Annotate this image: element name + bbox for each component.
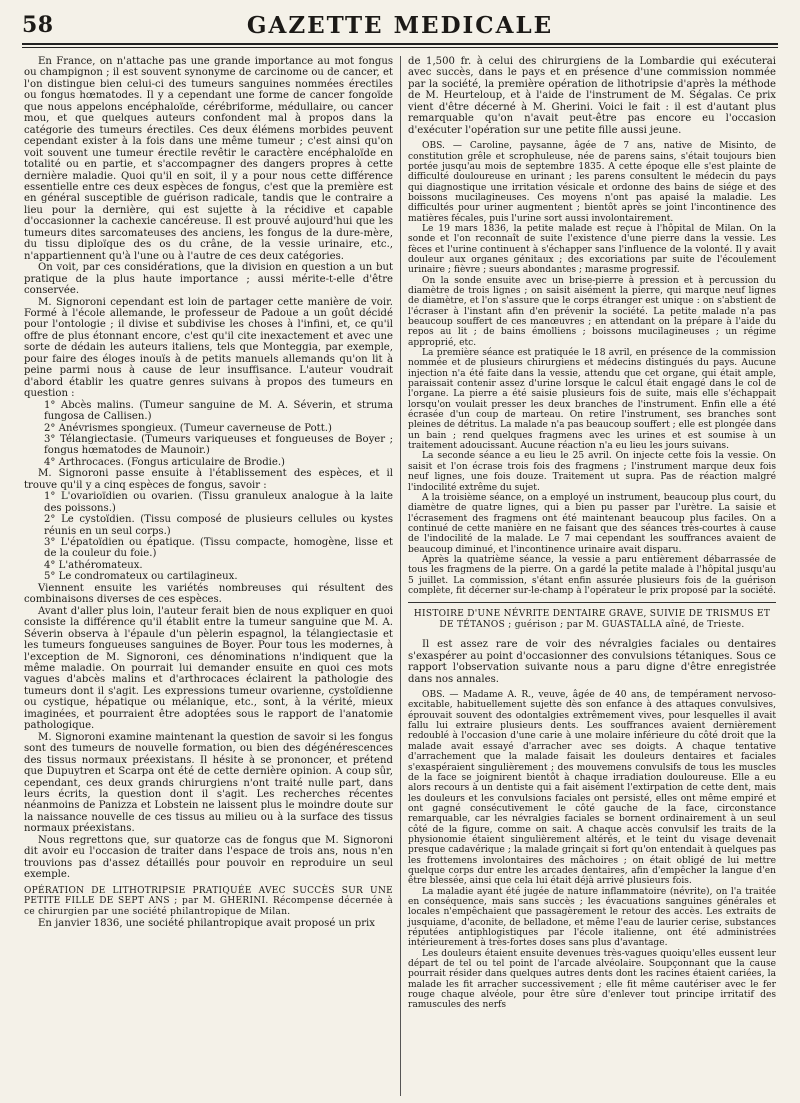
paragraph: A la troisième séance, on a employé un instrument, beaucoup plus court, du diamètre de quatre lignes, qui a bien pu passer par l'urètre. La saisie et l'écrasement des fragmens ont été maintenant beaucoup plus faciles. On a continué de cette manière en ne faisant que des séances très-courtes à cause de l'indocilité de la malade. Le 7 mai cependant les souffrances avaient de beaucoup diminué, et l'incontinence urinaire avait disparu. bbox=[408, 492, 776, 555]
paragraph: Il est assez rare de voir des névralgies faciales ou dentaires s'exaspérer au point d'occasionner des convulsions tétaniques. Sous ce rapport l'observation suivante nous a paru digne d'être enregistrée dans nos annales. bbox=[408, 639, 776, 685]
list-item: 1° Abcès malins. (Tumeur sanguine de M. A. Séverin, et struma fungosa de Callisen.) bbox=[44, 399, 393, 423]
section-heading: OPÉRATION DE LITHOTRIPSIE PRATIQUÉE AVEC SUCCÈS SUR UNE PETITE FILLE DE SEPT ANS ; par M. GHERINI. Récompense décernée à ce chirurgien par une société philantropique de Milan. bbox=[24, 885, 393, 918]
paragraph: En France, on n'attache pas une grande importance au mot fongus ou champignon ; il est souvent synonyme de carcinome ou de cancer, et l'on distingue bien celui-ci des tumeurs sanguines nommées érectiles ou fongus hœmatodes. Il y a cependant une forme de cancer fongoïde que nous appelons encéphaloïde, cérébriforme, médullaire, ou cancer mou, et que quelques auteurs confondent mal à propos dans la catégorie des tumeurs érectiles. Ces deux élémens morbides peuvent cependant exister à la fois dans une même tumeur ; c'est ainsi qu'on voit souvent une tumeur érectile revêtir le caractère encéphaloïde en totalité ou en partie, et s'accompagner des dangers propres à cette dernière maladie. Quoi qu'il en soit, il y a pour nous cette différence essentielle entre ces deux espèces de fongus, c'est que la première est en général susceptible de guérison radicale, tandis que le contraire a lieu pour la dernière, qui est sujette à la récidive et capable d'occasionner la cachexie cancéreuse. Il est prouvé aujourd'hui que les tumeurs dites sarcomateuses des anciens, les fongus de la dure-mère, du tissu diploïque des os du crâne, de la vessie urinaire, etc., n'appartiennent qu'à l'une ou à l'autre de ces deux catégories. bbox=[24, 56, 393, 262]
header-rule-thin bbox=[22, 47, 778, 48]
paragraph: Nous regrettons que, sur quatorze cas de fongus que M. Signoroni dit avoir eu l'occasion de traiter dans l'espace de trois ans, nous n'en trouvions pas d'assez détaillés pour pouvoir en reproduire un seul exemple. bbox=[24, 834, 393, 881]
paragraph: La première séance est pratiquée le 18 avril, en présence de la commission nommée et de plusieurs chirurgiens et médecins distingués du pays. Aucune injection n'a été faite dans la vessie, attendu que cet organe, qui était ample, paraissait contenir assez d'urine lorsque le calcul était engagé dans le col de l'organe. La pierre a été saisie plusieurs fois de suite, mais elle s'échappait lorsqu'on voulait presser les deux branches de l'instrument. Enfin elle a été écrasée d'un coup de marteau. On retire l'instrument, ses branches sont pleines de détritus. La malade n'a pas beaucoup souffert ; elle est plongée dans un bain ; rend quelques fragmens avec les urines et est soumise à un traitement adoucissant. Aucune réaction n'a eu lieu les jours suivans. bbox=[408, 348, 776, 452]
paragraph: En janvier 1836, une société philantropique avait proposé un prix bbox=[38, 918, 375, 930]
paragraph: Avant d'aller plus loin, l'auteur ferait bien de nous expliquer en quoi consiste la différence qu'il établit entre la tumeur sanguine que M. A. Séverin observa à l'épaule d'un pèlerin espagnol, la télangiectasie et les tumeurs fongueuses sanguines de Boyer. Pour tous les modernes, à l'exception de M. Signoroni, ces dénominations n'indiquent que la même maladie. On pourrait lui demander ensuite en quoi ces mots vagues d'abcès malins et d'arthrocaces éclairent la pathologie des tumeurs dont il s'agit. Les expressions tumeur ovarienne, cystoïdienne ou cystique, hépatique ou mélanique, etc., sont, à la vérité, mieux imaginées, et pourraient être adoptées sous le rapport de l'anatomie pathologique. bbox=[24, 605, 393, 732]
column-divider bbox=[400, 56, 401, 1096]
paragraph: Le 19 mars 1836, la petite malade est reçue à l'hôpital de Milan. On la sonde et l'on reconnaît de suite l'existence d'une pierre dans la vessie. Les fèces et l'urine continuent à s'échapper sans l'influence de la volonté. Il y avait douleur aux organes génitaux ; des excoriations par suite de l'écoulement urinaire ; fièvre ; sueurs abondantes ; marasme progressif. bbox=[408, 223, 776, 276]
list-item: 2° Anévrismes spongieux. (Tumeur caverneuse de Pott.) bbox=[44, 422, 332, 434]
paragraph: M. Signoroni passe ensuite à l'établissement des espèces, et il trouve qu'il y a cinq espèces de fongus, savoir : bbox=[24, 468, 393, 491]
section-rule bbox=[408, 602, 776, 603]
list-item: 1° L'ovarioïdien ou ovarien. (Tissu granuleux analogue à la laite des poissons.) bbox=[44, 491, 393, 514]
list-item: 2° Le cystoïdien. (Tissu composé de plusieurs cellules ou kystes réunis en un seul corps.) bbox=[44, 514, 393, 537]
publication-title: GAZETTE MEDICALE bbox=[246, 12, 554, 39]
page-header bbox=[22, 12, 778, 40]
paragraph: On la sonde ensuite avec un brise-pierre à pression et à percussion du diamètre de trois lignes ; on saisit aisément la pierre, qui marque neuf lignes de diamètre, et l'on s'assure que le corps étranger est unique : on s'abstient de l'écraser à l'instant afin d'en prévenir la société. La petite malade n'a pas beaucoup souffert de ces manœuvres ; en attendant on la prépare à l'aide du repos au lit ; de bains émolliens ; boissons mucilagineuses ; un régime approprié, etc. bbox=[408, 275, 776, 348]
paragraph: M. Signoroni cependant est loin de partager cette manière de voir. Formé à l'école allemande, le professeur de Padoue a un goût décidé pour l'ontologie ; il divise et subdivise les choses à l'infini, et, ce qu'il offre de plus étonnant encore, c'est qu'il cite inexactement et avec une sorte de dédain les auteurs italiens, tels que Monteggia, par exemple, pour faire des éloges inouïs à de petits manuels allemands qu'on lit à peine parmi nous à cause de leur insuffisance. L'auteur voudrait d'abord établir les quatre genres suivans à propos des tumeurs en question : bbox=[24, 296, 393, 400]
paragraph: de 1,500 fr. à celui des chirurgiens de la Lombardie qui exécuterai avec succès, dans le pays et en présence d'une commission nommée par la société, la première opération de lithotripsie d'après la méthode de M. Heurteloup, et à l'aide de l'instrument de M. Ségalas. Ce prix vient d'être décerné à M. Gherini. Voici le fait : il est d'autant plus remarquable qu'on n'avait peut-être pas encore eu l'occasion d'exécuter l'opération sur une petite fille aussi jeune. bbox=[408, 56, 776, 136]
list-item: 5° Le condromateux ou cartilagineux. bbox=[44, 571, 238, 583]
section-heading: HISTOIRE D'UNE NÉVRITE DENTAIRE GRAVE, SUIVIE DE TRISMUS ET DE TÉTANOS ; guérison ; par M. GUASTALLA aîné, de Trieste. bbox=[413, 609, 771, 631]
paragraph: La maladie ayant été jugée de nature inflammatoire (névrite), on l'a traitée en conséquence, mais sans succès ; les évacuations sanguines générales et locales n'empêchaient que passagèrement le retour des accès. Les extraits de jusquiame, d'aconite, de belladone, et même l'eau de laurier cerise, substances réputées antiphlogistiques par l'école italienne, ont été administrées intérieurement à très-fortes doses sans plus d'avantage. bbox=[408, 886, 776, 949]
paragraph: La seconde séance a eu lieu le 25 avril. On injecte cette fois la vessie. On saisit et l'on écrase trois fois des fragmens ; l'instrument marque deux fois neuf lignes, une fois douze. Traitement ut supra. Pas de réaction malgré l'indocilité extrême du sujet. bbox=[408, 451, 776, 493]
paragraph: Les douleurs étaient ensuite devenues très-vagues quoiqu'elles eussent leur départ de tel ou tel point de l'arcade alvéolaire. Soupçonnant que la cause pourrait résider dans quelques autres dents dont les racines étaient cariées, la malade les fit arracher successivement ; elle fit même cautériser avec le fer rouge chaque alvéole, pour être sûre d'enlever tout principe irritatif des ramuscules des nerfs bbox=[408, 948, 776, 1011]
page-number: 58 bbox=[22, 12, 54, 38]
list-item: 3° Télangiectasie. (Tumeurs variqueuses et fongueuses de Boyer ; fongus hœmatodes de Maunoir.) bbox=[44, 433, 393, 457]
observation-paragraph: OBS. — Caroline, paysanne, âgée de 7 ans, native de Misinto, de constitution grêle et scrophuleuse, née de parens sains, s'était toujours bien portée jusqu'au mois de septembre 1835. A cette époque elle s'est plainte de difficulté douloureuse en urinant ; les parens consultent le médecin du pays qui diagnostique une irritation vésicale et ordonne des bains de siége et des boissons mucilagineuses. Ces moyens n'ont pas apaisé la maladie. Les difficultés pour uriner augmentent ; bientôt après se joint l'incontinence des matières fécales, puis l'urine sort aussi involontairement. bbox=[408, 141, 776, 224]
header-rule bbox=[22, 43, 778, 45]
list-item: 4° Arthrocaces. (Fongus articulaire de Brodie.) bbox=[44, 456, 285, 468]
observation-paragraph: OBS. — Madame A. R., veuve, âgée de 40 ans, de tempérament nervoso-excitable, habituellement sujette dès son enfance à des attaques convulsives, éprouvait souvent des odontalgies extrêmement vives, pour lesquelles il avait fallu lui extraire plusieurs dents. Les souffrances avaient dernièrement redoublé à l'occasion d'une carie à une molaire inférieure du côté droit que la malade avait essayé d'arracher avec ses doigts. A chaque tentative d'arrachement que la malade faisait les douleurs dentaires et faciales s'exaspéraient singulièrement ; des mouvemens convulsifs de tous les muscles de la face se joignirent bientôt à chaque irradiation douloureuse. Elle a eu alors recours à un dentiste qui a fait aisément l'extirpation de cette dent, mais les douleurs et les convulsions faciales ont persisté, elles ont même empiré et ont gagné consécutivement le côté gauche de la face, circonstance remarquable, car les névralgies faciales se bornent ordinairement à un seul côté de la figure, comme on sait. A chaque accès convulsif les traits de la physionomie étaient singulièrement altérés, et le teint du visage devenait presque cadavérique ; la malade grinçait si fort qu'on entendait à quelques pas les frottemens involontaires des mâchoires ; on était obligé de lui mettre quelque corps dur entre les arcades dentaires, afin d'empêcher la langue d'en être blessée, ainsi que cela lui était déjà arrivé plusieurs fois. bbox=[408, 690, 776, 887]
paragraph: M. Signoroni examine maintenant la question de savoir si les fongus sont des tumeurs de nouvelle formation, ou bien des dégénérescences des tissus normaux préexistans. Il hésite à se prononcer, et prétend que Dupuytren et Scarpa ont été de cette dernière opinion. A coup sûr, cependant, ces deux grands chirurgiens n'ont traité nulle part, dans leurs écrits, la question dont il s'agit. Les recherches récentes néanmoins de Panizza et Lobstein ne laissent plus le moindre doute sur la naissance nouvelle de ces tissus au milieu ou à la surface des tissus normaux préexistans. bbox=[24, 731, 393, 835]
list-item: 4° L'athéromateux. bbox=[44, 559, 143, 571]
paragraph: On voit, par ces considérations, que la division en question a un but pratique de la plus haute importance ; aussi mérite-t-elle d'être conservée. bbox=[24, 262, 393, 297]
paragraph: Après la quatrième séance, la vessie a paru entièrement débarrassée de tous les fragmens de la pierre. On a gardé la petite malade à l'hôpital jusqu'au 5 juillet. La commission, s'étant enfin assurée plusieurs fois de la guérison complète, fit décerner sur-le-champ à l'opérateur le prix proposé par la société. bbox=[408, 554, 776, 596]
left-column bbox=[24, 56, 393, 929]
paragraph: Viennent ensuite les variétés nombreuses qui résultent des combinaisons diverses de ces espèces. bbox=[24, 582, 393, 606]
right-column bbox=[408, 56, 776, 1011]
list-item: 3° L'épatoïdien ou épatique. (Tissu compacte, homogène, lisse et de la couleur du foie.) bbox=[44, 537, 393, 560]
